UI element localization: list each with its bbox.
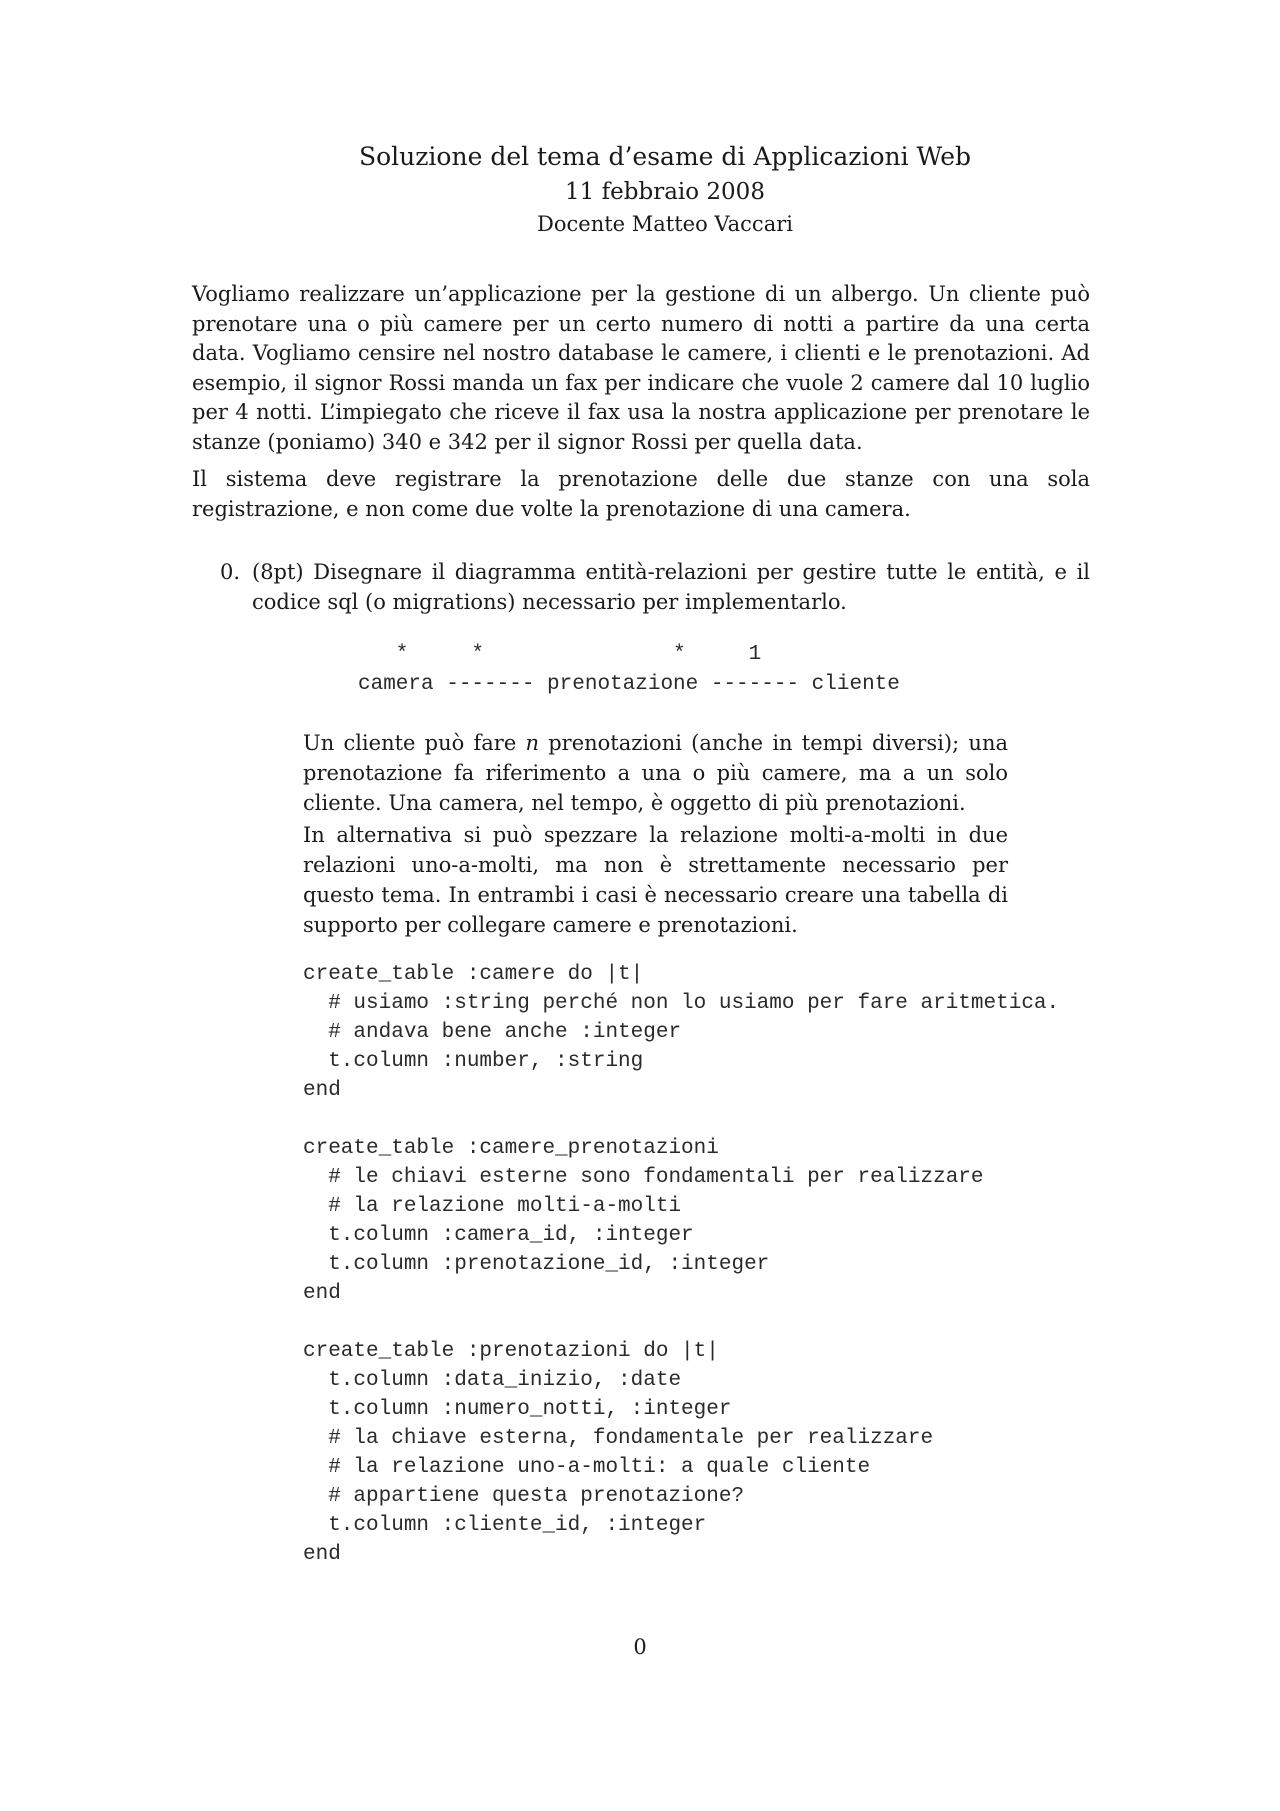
question-number: 0. bbox=[220, 560, 241, 584]
document-teacher: Docente Matteo Vaccari bbox=[537, 212, 793, 236]
explanation-p1-after: prenotazioni (anche in tempi diversi); una prenotazione fa riferimento a una o più camere, ma a un solo cliente. Una camera, nel tempo, è oggetto di più prenotazioni. bbox=[303, 731, 1008, 815]
er-diagram bbox=[358, 640, 900, 700]
page-number bbox=[0, 1635, 1280, 1659]
explanation-paragraph-2: In alternativa si può spezzare la relazione molti-a-molti in due relazioni uno-a-molti, ma non è strettamente necessario per questo tema. In entrambi i casi è necessario creare una tabella di supporto per collegare camere e prenotazioni. bbox=[303, 823, 1008, 937]
page-number-value: 0 bbox=[633, 1635, 647, 1659]
document-date: 11 febbraio 2008 bbox=[565, 179, 765, 205]
explanation-p1-variable: n bbox=[525, 731, 540, 755]
title-block bbox=[0, 140, 1280, 238]
question-text: (8pt) Disegnare il diagramma entità-relazioni per gestire tutte le entità, e il codice sql (o migrations) necessario per implementarlo. bbox=[252, 560, 1090, 614]
explanation-paragraph-1 bbox=[303, 728, 1008, 818]
er-entity-line: camera ------- prenotazione ------- cliente bbox=[358, 673, 900, 696]
migration-code-block: create_table :camere do |t| # usiamo :string perché non lo usiamo per fare aritmetica. # andava bene anche :integer t.column :number, :string end create_table :camere_prenotazioni # le chiavi esterne sono fondamentali per realizzare # la relazione molti-a-molti t.column :camera_id, :integer t.column :prenotazione_id, :integer end create_table :prenotazioni do |t| t.column :data_inizio, :date t.column :numero_notti, :integer # la chiave esterna, fondamentale per realizzare # la relazione uno-a-molti: a quale cliente # appartiene questa prenotazione? t.column :cliente_id, :integer end bbox=[303, 963, 1060, 1566]
intro-paragraph-2: Il sistema deve registrare la prenotazione delle due stanze con una sola registrazione, e non come due volte la prenotazione di una camera. bbox=[192, 467, 1090, 521]
document-title: Soluzione del tema d’esame di Applicazioni Web bbox=[358, 142, 972, 171]
explanation-p1-before: Un cliente può fare bbox=[303, 731, 526, 755]
er-cardinality-line: * * * 1 bbox=[358, 643, 762, 666]
intro-paragraph-1: Vogliamo realizzare un’applicazione per la gestione di un albergo. Un cliente può prenotare una o più camere per un certo numero di notti a partire da una certa data. Vogliamo censire nel nostro database le camere, i clienti e le prenotazioni. Ad esempio, il signor Rossi manda un fax per indicare che vuole 2 camere dal 10 luglio per 4 notti. L’impiegato che riceve il fax usa la nostra applicazione per prenotare le stanze (poniamo) 340 e 342 per il signor Rossi per quella data. bbox=[192, 282, 1090, 454]
